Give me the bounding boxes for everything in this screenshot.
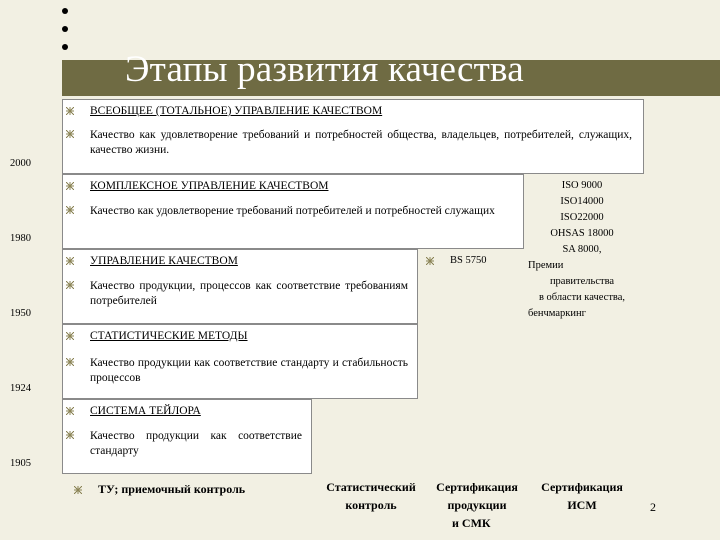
bullet-icon xyxy=(74,486,82,494)
standards-list-item: ISO22000 xyxy=(560,212,604,223)
bullet-icon xyxy=(66,281,74,289)
cert-product-label xyxy=(426,478,528,532)
standards-list-item: SA 8000, xyxy=(562,244,602,255)
cert-product-line: продукции xyxy=(447,498,507,512)
bullet-icon xyxy=(66,332,74,340)
bullet-icon xyxy=(66,407,74,415)
stage-description: Качество продукции как соответствие стандарту xyxy=(90,430,302,457)
year-label: 1980 xyxy=(10,233,31,244)
tu-label: ТУ; приемочный контроль xyxy=(98,482,246,496)
decorative-dot xyxy=(62,44,68,50)
year-label: 1950 xyxy=(10,308,31,319)
stat-control-line: контроль xyxy=(345,498,397,512)
stage-heading: СТАТИСТИЧЕСКИЕ МЕТОДЫ xyxy=(90,330,248,342)
stage-description: Качество как удовлетворение требований потребителей и потребностей служащих xyxy=(90,205,495,217)
bullet-icon xyxy=(66,182,74,190)
standards-list-item: бенчмаркинг xyxy=(528,308,586,319)
bullet-icon xyxy=(66,358,74,366)
stat-control-line: Статистический xyxy=(326,480,416,494)
standards-list-item: Премии xyxy=(528,260,564,271)
cert-ism-label xyxy=(530,478,634,514)
bullet-icon xyxy=(66,107,74,115)
bullet-icon xyxy=(66,206,74,214)
bullet-icon xyxy=(66,130,74,138)
standards-list-item: ISO 9000 xyxy=(561,180,603,191)
page-title: Этапы развития качества xyxy=(125,49,524,90)
year-label: 1924 xyxy=(10,383,31,394)
bullet-icon xyxy=(66,431,74,439)
bullet-icon xyxy=(66,257,74,265)
cert-product-line: и СМК xyxy=(452,516,491,530)
stage-heading: КОМПЛЕКСНОЕ УПРАВЛЕНИЕ КАЧЕСТВОМ xyxy=(90,180,329,192)
stage-description: Качество продукции, процессов как соответствие требованиям потребителей xyxy=(90,280,408,307)
stage-heading: СИСТЕМА ТЕЙЛОРА xyxy=(90,405,201,417)
stage-description: Качество как удовлетворение требований и потребностей общества, владельцев, потребителей, служащих, качество жизни. xyxy=(90,129,632,156)
standards-list-item: в области качества, xyxy=(538,292,626,303)
standards-list-item: правительства xyxy=(549,276,615,287)
stage-heading: УПРАВЛЕНИЕ КАЧЕСТВОМ xyxy=(90,255,238,267)
year-label: 1905 xyxy=(10,458,31,469)
standard-label: BS 5750 xyxy=(450,255,487,266)
cert-product-line: Сертификация xyxy=(436,480,518,494)
cert-ism-line: ИСМ xyxy=(567,498,597,512)
decorative-dot xyxy=(62,8,68,14)
standards-list-item: OHSAS 18000 xyxy=(550,228,614,239)
stage-heading: ВСЕОБЩЕЕ (ТОТАЛЬНОЕ) УПРАВЛЕНИЕ КАЧЕСТВОМ xyxy=(90,105,383,117)
decorative-dot xyxy=(62,26,68,32)
cert-ism-line: Сертификация xyxy=(541,480,623,494)
page-number: 2 xyxy=(650,500,656,514)
stage-description: Качество продукции как соответствие стандарту и стабильность процессов xyxy=(90,357,408,384)
standards-list xyxy=(522,178,642,322)
standards-list-item: ISO14000 xyxy=(560,196,604,207)
year-label: 2000 xyxy=(10,158,31,169)
stat-control-label xyxy=(318,478,424,514)
bullet-icon xyxy=(426,257,434,265)
